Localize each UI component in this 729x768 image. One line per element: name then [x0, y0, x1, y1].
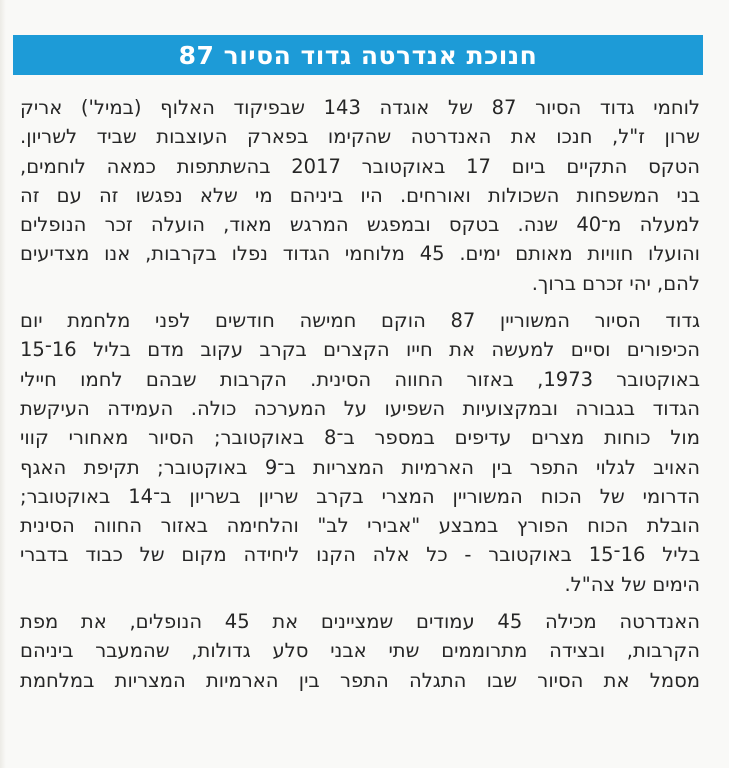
text-line: בליל 16־15 באוקטובר - כל אלה הקנו ליחידה מקום של כבוד בדברי [20, 543, 700, 567]
text-line: מול כוחות מצרים עדיפים במספר ב־8 באוקטובר; הסיור מאחורי קווי [20, 426, 700, 450]
article-body [20, 93, 700, 703]
text-line: לוחמי גדוד הסיור 87 של אוגדה 143 שבפיקוד האלוף (במיל') אריק [20, 96, 700, 119]
text-line: הכיפורים וסיים למעשה את חייו הקצרים בקרב עקוב מדם בליל 16־15 [20, 338, 700, 362]
text-line: הגדוד בגבורה ובמקצועיות השפיעו על המערכה כולה. העמידה העיקשת [20, 396, 700, 420]
paragraph-1 [20, 93, 700, 298]
text-line: למעלה מ־40 שנה. בטקס ובמפגש המרגש מאוד, הועלה זכר הנופלים [20, 213, 700, 237]
text-line: הדרומי של הכוח המשוריין המצרי בקרב שריון בשריון ב־14 באוקטובר; [20, 484, 700, 508]
text-line: הטקס התקיים ביום 17 באוקטובר 2017 בהשתתפות כמאה לוחמים, [20, 154, 700, 178]
text-line: גדוד הסיור המשוריין 87 הוקם חמישה חודשים לפני מלחמת יום [20, 309, 700, 333]
text-line: האויב לגלוי התפר בין הארמיות המצריות ב־9 באוקטובר; תקיפת האגף [20, 455, 700, 479]
text-line: שרון ז"ל, חנכו את האנדרטה שהקימו בפארק העוצבות שביד לשריון. [20, 125, 700, 149]
article-title: חנוכת אנדרטה גדוד הסיור 87 [178, 40, 538, 70]
text-line: האנדרטה מכילה 45 עמודים שמציינים את 45 הנופלים, את מפת [20, 610, 700, 634]
text-line: הובלת הכוח הפורץ במבצע "אבירי לב" והלחימה באזור החווה הסינית [20, 514, 700, 538]
text-line: והועלו חוויות מאותם ימים. 45 מלוחמי הגדוד נפלו בקרבות, אנו מצדיעים [20, 242, 700, 266]
text-line: הקרבות, ובצידה מתרוממים שתי אבני סלע גדולות, שהמעבר ביניהם [20, 639, 700, 663]
title-banner [13, 35, 703, 75]
text-line: הימים של צה"ל. [564, 572, 700, 596]
text-line: באוקטובר 1973, באזור החווה הסינית. הקרבות שבהם לחמו חיילי [20, 367, 700, 391]
text-line: בני המשפחות השכולות ואורחים. היו ביניהם מי שלא נפגשו זה עם זה [20, 183, 700, 207]
text-line: מסמל את הסיור שבו התגלה התפר בין הארמיות המצריות במלחמת [20, 668, 700, 692]
paragraph-2 [20, 306, 700, 599]
text-line: להם, יהי זכרם ברוך. [531, 271, 700, 295]
paragraph-3 [20, 607, 700, 695]
